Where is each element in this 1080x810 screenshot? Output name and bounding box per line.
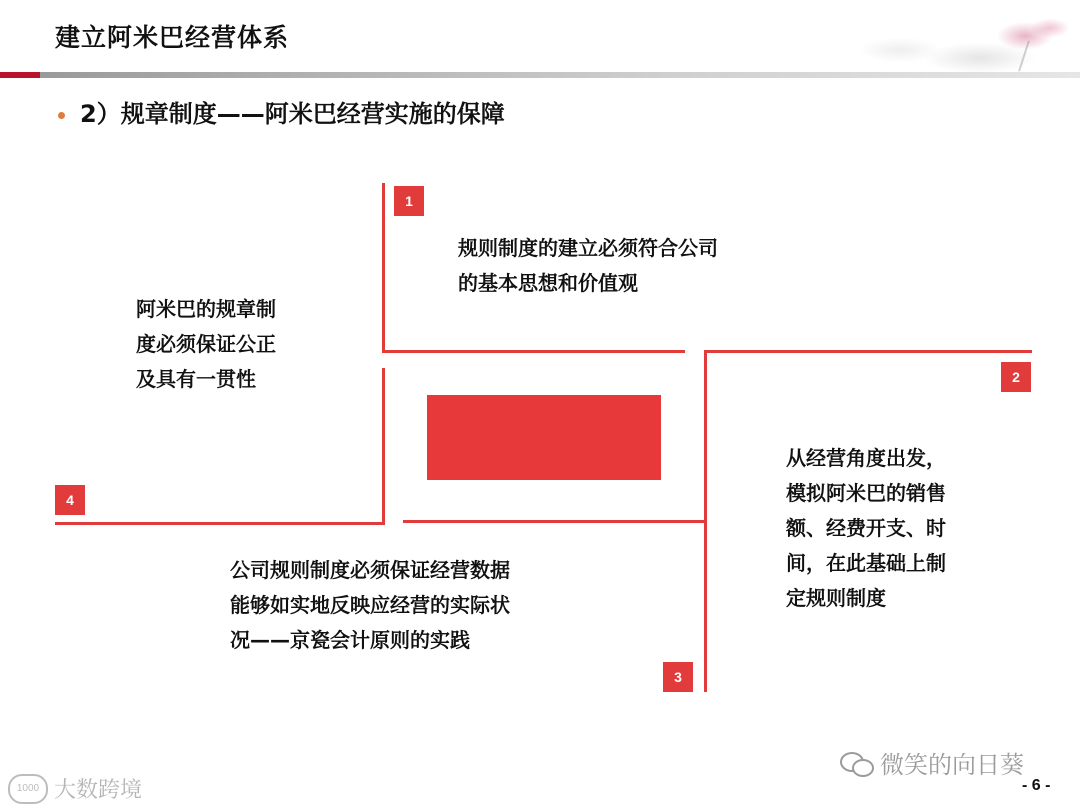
wechat-watermark xyxy=(840,745,1024,780)
item-3-text xyxy=(230,553,560,658)
number-badge-4: 4 xyxy=(55,485,85,515)
item-3-line: 能够如实地反映应经营的实际状 xyxy=(230,593,510,617)
item-2-line: 间，在此基础上制 xyxy=(786,551,946,575)
divider-line-3-horizontal xyxy=(403,520,707,523)
item-4-line: 及具有一贯性 xyxy=(136,367,256,391)
brand-watermark xyxy=(8,773,142,804)
item-2-line: 模拟阿米巴的销售 xyxy=(786,481,946,505)
divider-line-2-vertical xyxy=(704,350,707,522)
divider-line-4-horizontal xyxy=(55,522,385,525)
item-3-line: 况——京瓷会计原则的实践 xyxy=(230,628,470,652)
number-badge-1: 1 xyxy=(394,186,424,216)
divider-line-1-horizontal xyxy=(382,350,685,353)
divider-line-3-vertical xyxy=(704,520,707,692)
item-4-line: 度必须保证公正 xyxy=(136,332,276,356)
center-block xyxy=(427,395,661,480)
number-badge-2: 2 xyxy=(1001,362,1031,392)
divider-line-1-vertical xyxy=(382,183,385,353)
item-2-line: 额、经费开支、时 xyxy=(786,516,946,540)
item-1-text xyxy=(458,231,758,301)
wechat-icon xyxy=(840,750,874,776)
brand-logo-icon: 1000 xyxy=(8,774,48,804)
bullet-icon xyxy=(58,112,65,119)
item-4-text xyxy=(136,292,336,397)
slide-subtitle: 2）规章制度——阿米巴经营实施的保障 xyxy=(80,100,505,128)
header-accent-bar xyxy=(0,72,40,78)
divider-line-4-vertical xyxy=(382,368,385,525)
item-2-line: 从经营角度出发， xyxy=(786,446,946,470)
lotus-decoration xyxy=(780,0,1080,72)
slide-title: 建立阿米巴经营体系 xyxy=(55,23,290,52)
item-1-line: 的基本思想和价值观 xyxy=(458,271,638,295)
item-4-line: 阿米巴的规章制 xyxy=(136,297,276,321)
item-2-text xyxy=(786,441,986,616)
item-2-line: 定规则制度 xyxy=(786,586,886,610)
wechat-watermark-text: 微笑的向日葵 xyxy=(880,751,1024,779)
page-number: - 6 - xyxy=(1022,777,1051,794)
item-1-line: 规则制度的建立必须符合公司 xyxy=(458,236,718,260)
header-divider xyxy=(40,72,1080,78)
number-badge-3: 3 xyxy=(663,662,693,692)
item-3-line: 公司规则制度必须保证经营数据 xyxy=(230,558,510,582)
brand-watermark-text: 大数跨境 xyxy=(54,778,143,803)
divider-line-2-horizontal xyxy=(704,350,1032,353)
